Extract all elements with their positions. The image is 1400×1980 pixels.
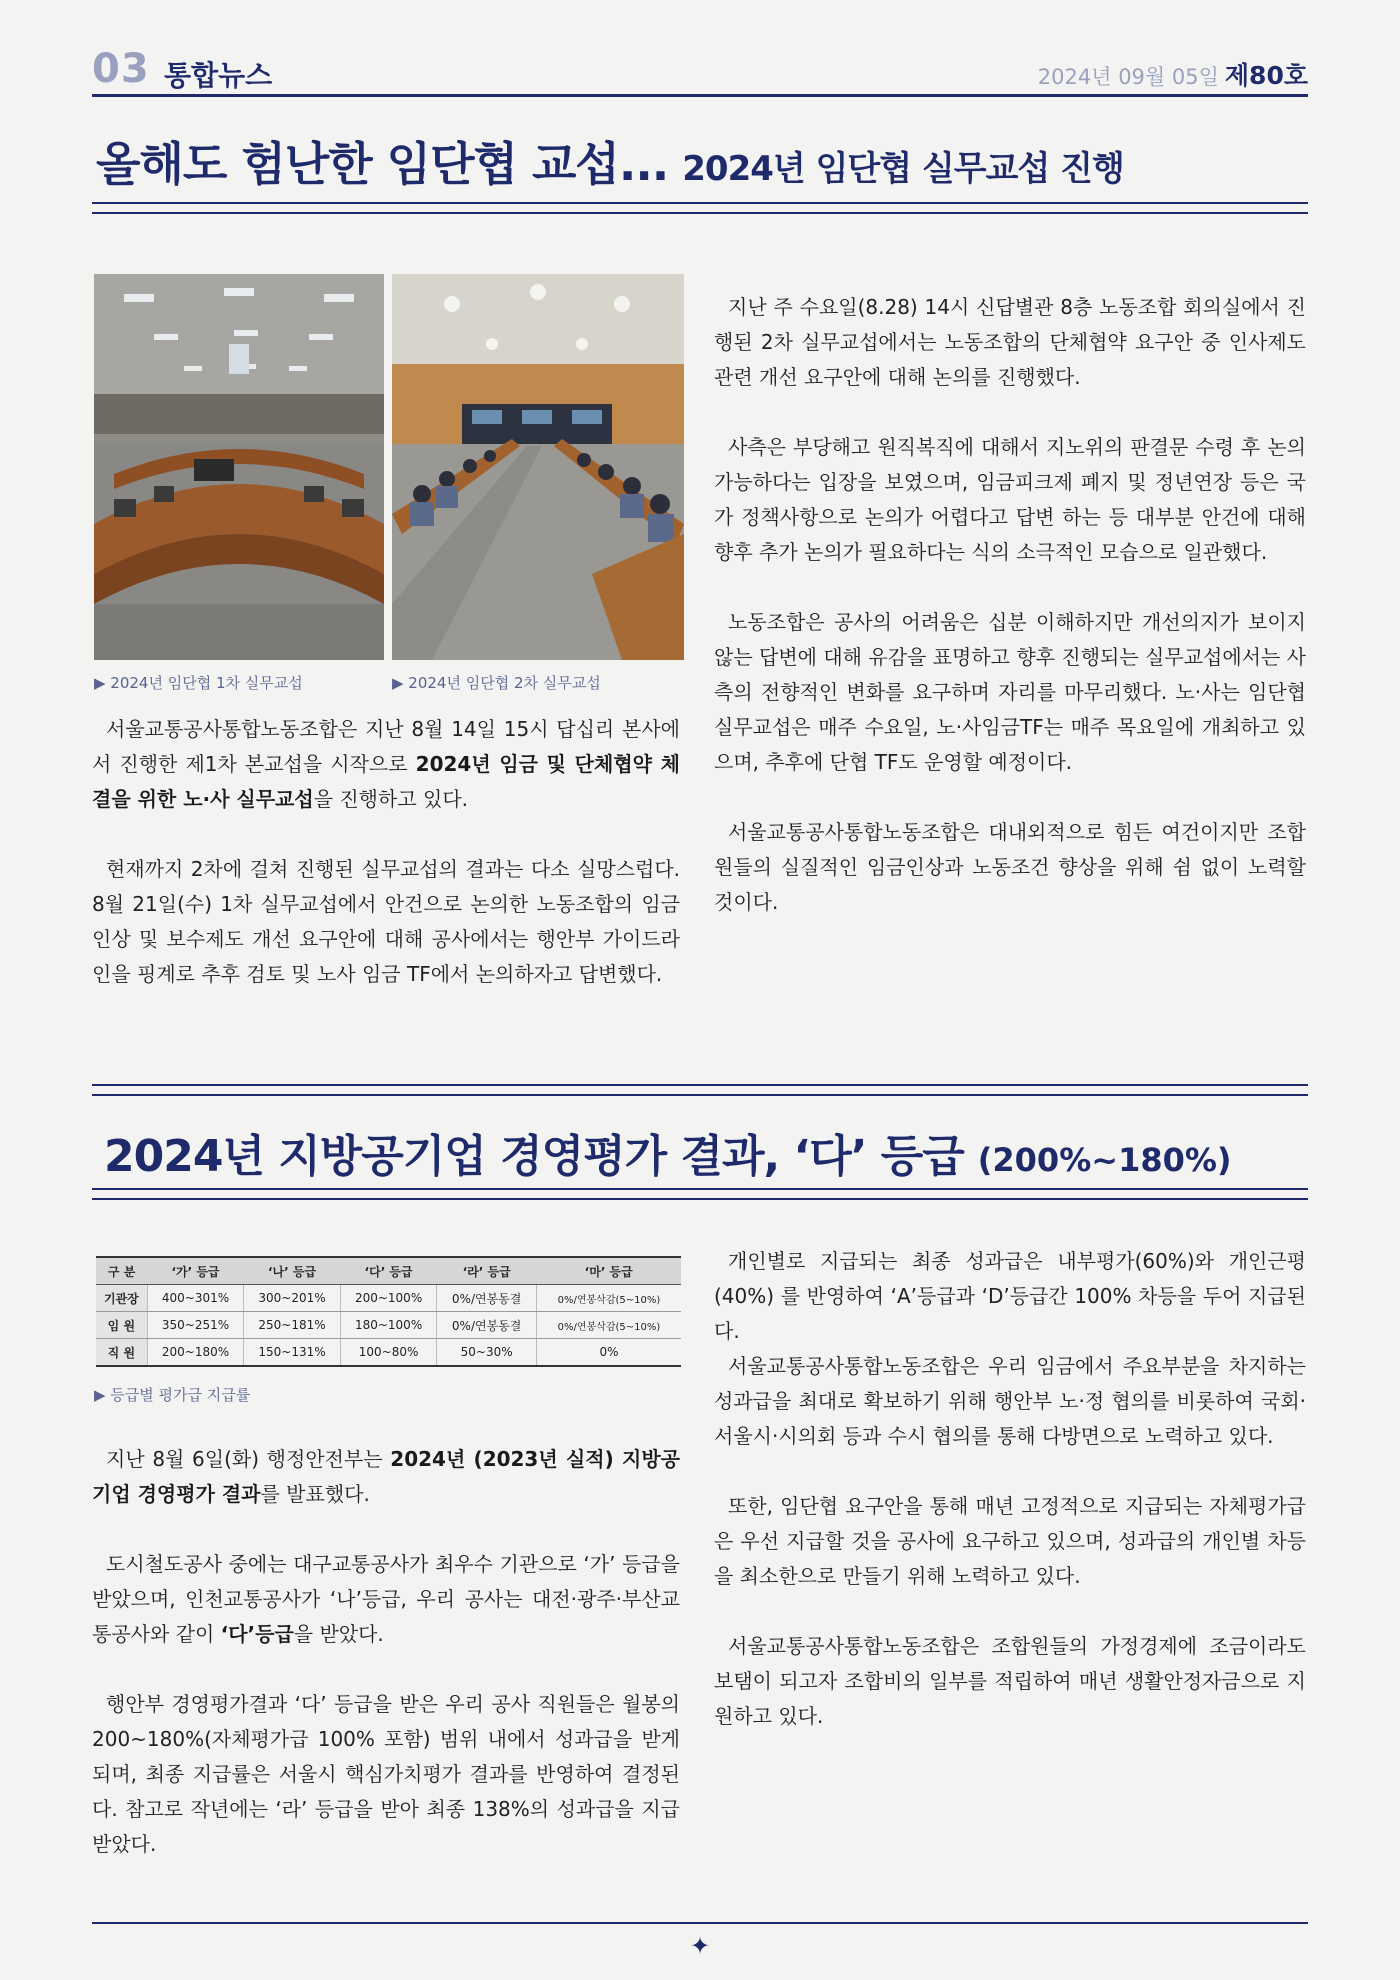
article1-right-paragraph-4: 서울교통공사통합노동조합은 대내외적으로 힘든 여건이지만 조합원들의 실질적인 임금인상과 노동조건 향상을 위해 쉼 없이 노력할 것이다.: [714, 820, 1306, 914]
table-header-cell: ‘나’ 등급: [244, 1257, 341, 1285]
table-row: [96, 1285, 681, 1312]
article2-headline: [104, 1120, 1232, 1184]
article2-right-paragraph-2: 또한, 임단협 요구안을 통해 매년 고정적으로 지급되는 자체평가급은 우선 지급할 것을 공사에 요구하고 있으며, 성과급의 개인별 차등을 최소한으로 만들기 위해 노력하고 있다.: [714, 1494, 1306, 1588]
article2-headline-sub: (200%~180%): [977, 1141, 1232, 1179]
table-header-cell: ‘가’ 등급: [147, 1257, 244, 1285]
article2-right-column: [714, 1244, 1306, 1734]
table-cell: 250~181%: [244, 1312, 341, 1339]
headline2-rule-top-2: [92, 1094, 1308, 1096]
article1-left-paragraph-2: 현재까지 2차에 걸쳐 진행된 실무교섭의 결과는 다소 실망스럽다. 8월 21일(수) 1차 실무교섭에서 안건으로 논의한 노동조합의 임금인상 및 보수제도 개선 요구안에 대해 공사에서는 행안부 가이드라인을 핑계로 추후 검토 및 노사 임금 TF에서 논의하자고 답변했다.: [92, 857, 680, 986]
article2-headline-main: 2024년 지방공기업 경영평가 결과, ‘다’ 등급: [104, 1131, 964, 1182]
table-cell: 300~201%: [244, 1285, 341, 1312]
table-cell: 기관장: [96, 1285, 147, 1312]
article1-right-paragraph-2: 사측은 부당해고 원직복직에 대해서 지노위의 판결문 수령 후 논의 가능하다는 입장을 보였으며, 임금피크제 폐지 및 정년연장 등은 국가 정책사항으로 논의가 어렵다고 답변 하는 등 대부분 안건에 대해 향후 추가 논의가 필요하다는 식의 소극적인 모습으로 일관했다.: [714, 435, 1306, 564]
table-cell: 0%/연봉동결: [437, 1285, 537, 1312]
footer-rule: [92, 1922, 1308, 1924]
table-row: [96, 1312, 681, 1339]
table-cell: 350~251%: [147, 1312, 244, 1339]
table-caption: ▶ 등급별 평가급 지급률: [94, 1386, 251, 1404]
footer-ornament-icon: ✦: [690, 1932, 711, 1960]
issue-number: 제80호: [1224, 61, 1308, 90]
article1-right-paragraph-3: 노동조합은 공사의 어려움은 십분 이해하지만 개선의지가 보이지 않는 답변에 대해 유감을 표명하고 향후 진행되는 실무교섭에서는 사측의 전향적인 변화를 요구하며 자리를 마무리했다. 노·사는 임단협 실무교섭은 매주 수요일, 노·사임금TF는 매주 목요일에 개최하고 있으며, 추후에 단협 TF도 운영할 예정이다.: [714, 610, 1306, 774]
photo1-caption: ▶ 2024년 임단협 1차 실무교섭: [94, 674, 303, 692]
page-header: [92, 46, 1308, 92]
table-cell: 400~301%: [147, 1285, 244, 1312]
table-cell: 임 원: [96, 1312, 147, 1339]
grade-pay-table: [96, 1256, 681, 1367]
table-cell: 0%/연봉삭감(5~10%): [536, 1285, 681, 1312]
photo-meeting-room-1: [94, 274, 384, 660]
issue-date: 2024년 09월 05일: [1037, 65, 1219, 89]
article1-headline-sub: 2024년 임단협 실무교섭 진행: [682, 149, 1124, 189]
article1-headline: [96, 128, 1312, 194]
table-cell: 0%/연봉삭감(5~10%): [536, 1312, 681, 1339]
article2-right-paragraph-1: 개인별로 지급되는 최종 성과급은 내부평가(60%)와 개인근평(40%) 를 반영하여 ‘A’등급과 ‘D’등급간 100% 차등을 두어 지급된다.: [714, 1249, 1306, 1343]
text-span: 도시철도공사 중에는 대구교통공사가 최우수 기관으로 ‘가’ 등급을받았으며, 인천교통공사가 ‘나’등급, 우리 공사는 대전·광주·부산교통공사와 같이: [92, 1552, 680, 1646]
text-span: 을 진행하고 있다.: [313, 787, 468, 811]
headline1-rule-bottom: [92, 212, 1308, 214]
highlight-text: ‘다’등급: [220, 1622, 294, 1646]
issue-info: [1038, 56, 1308, 92]
table-cell: 0%/연봉동결: [437, 1312, 537, 1339]
table-cell: 150~131%: [244, 1339, 341, 1367]
highlight-text: 2024년 임금 및 단체협약 체결을 위한 노·사 실무교섭: [92, 752, 680, 811]
text-span: 을 받았다.: [293, 1622, 384, 1646]
text-span: 지난 8월 6일(화) 행정안전부는: [106, 1447, 391, 1471]
table-cell: 200~100%: [340, 1285, 437, 1312]
article2-left-paragraph-2: [92, 1547, 680, 1652]
header-rule: [92, 94, 1308, 97]
article2-left-column: [92, 1442, 680, 1862]
table-header-cell: 구 분: [96, 1257, 147, 1285]
article1-right-column: [714, 290, 1306, 920]
table-header-cell: ‘마’ 등급: [536, 1257, 681, 1285]
table-row: [96, 1339, 681, 1367]
table-cell: 50~30%: [437, 1339, 537, 1367]
text-span: 를 발표했다.: [260, 1482, 370, 1506]
article1-left-paragraph-1: [92, 712, 680, 817]
article1-left-column: [92, 712, 680, 992]
section-name: 통합뉴스: [164, 59, 273, 92]
article1-right-paragraph-1: 지난 주 수요일(8.28) 14시 신답별관 8층 노동조합 회의실에서 진행된 2차 실무교섭에서는 노동조합의 단체협약 요구안 중 인사제도 관련 개선 요구안에 대해 논의를 진행했다.: [714, 295, 1306, 389]
text-span: 서울교통공사통합노동조합은 지난 8월 14일 15시 답십리 본사에서 진행한 제1차 본교섭을 시작으로: [92, 717, 680, 776]
table-cell: 180~100%: [340, 1312, 437, 1339]
section-number: 03: [92, 46, 150, 92]
table-header-row: [96, 1257, 681, 1285]
headline2-rule-bottom-2: [92, 1198, 1308, 1200]
table-header-cell: ‘라’ 등급: [437, 1257, 537, 1285]
article1-headline-main: 올해도 험난한 임단협 교섭...: [96, 137, 669, 191]
article2-left-paragraph-3: 행안부 경영평가결과 ‘다’ 등급을 받은 우리 공사 직원들은 월봉의 200~180%(자체평가급 100% 포함) 범위 내에서 성과급을 받게 되며, 최종 지급률은 서울시 핵심가치평가 결과를 반영하여 결정된다. 참고로 작년에는 ‘라’ 등급을 받아 최종 138%의 성과급을 지급받았다.: [92, 1692, 680, 1856]
headline2-rule-bottom-1: [92, 1188, 1308, 1190]
headline1-rule-top: [92, 202, 1308, 204]
photo-meeting-room-2: [392, 274, 684, 660]
table-cell: 0%: [536, 1339, 681, 1367]
table-cell: 100~80%: [340, 1339, 437, 1367]
table-cell: 200~180%: [147, 1339, 244, 1367]
table-cell: 직 원: [96, 1339, 147, 1367]
article2-left-paragraph-1: [92, 1442, 680, 1512]
highlight-text: 2024년 (2023년 실적) 지방공기업 경영평가 결과: [92, 1447, 680, 1506]
headline2-rule-top-1: [92, 1084, 1308, 1086]
article2-right-paragraph-3: 서울교통공사통합노동조합은 조합원들의 가정경제에 조금이라도 보탬이 되고자 조합비의 일부를 적립하여 매년 생활안정자금으로 지원하고 있다.: [714, 1634, 1306, 1728]
table-header-cell: ‘다’ 등급: [340, 1257, 437, 1285]
photo2-caption: ▶ 2024년 임단협 2차 실무교섭: [392, 674, 601, 692]
article2-right-paragraph-1b: 서울교통공사통합노동조합은 우리 임금에서 주요부분을 차지하는 성과급을 최대로 확보하기 위해 행안부 노·정 협의를 비롯하여 국회·서울시·시의회 등과 수시 협의를 통해 다방면으로 노력하고 있다.: [714, 1354, 1306, 1448]
